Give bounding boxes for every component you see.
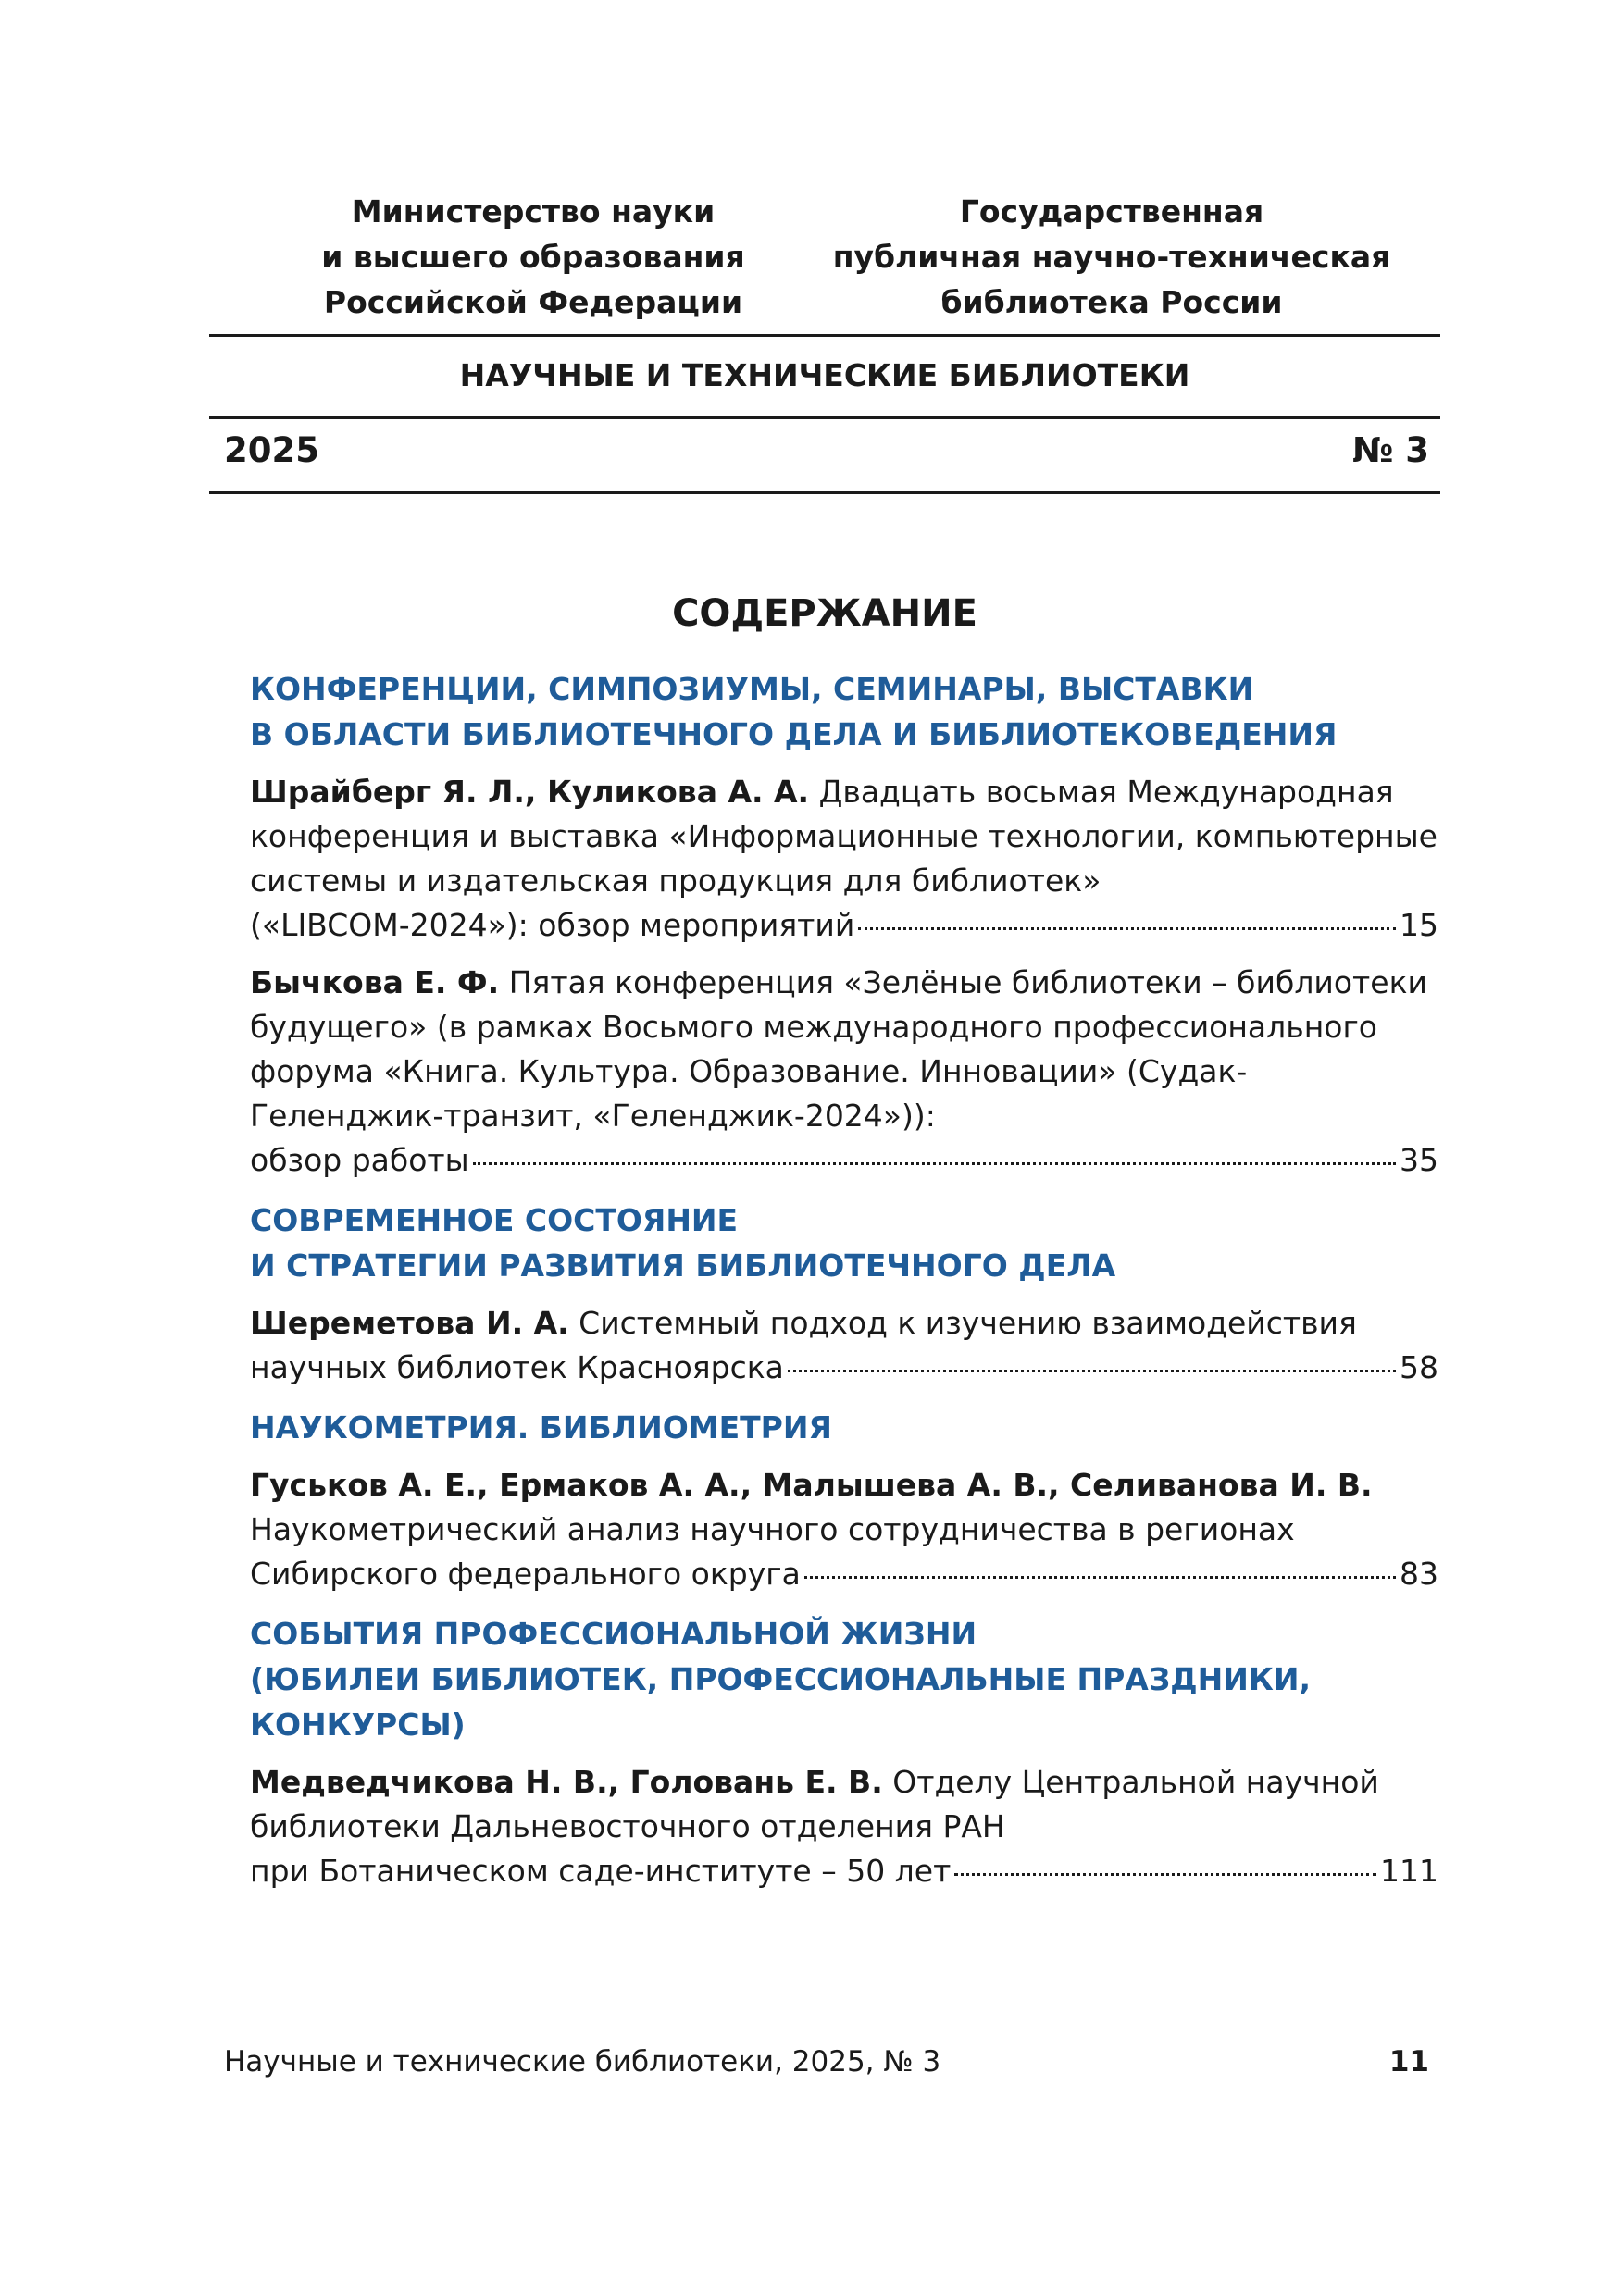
entry-authors: Гуськов А. Е., Ермаков А. А., Малышева А. В., Селиванова И. В. xyxy=(250,1467,1373,1503)
section-heading: НАУКОМЕТРИЯ. БИБЛИОМЕТРИЯ xyxy=(250,1409,832,1446)
issue-number: № 3 xyxy=(1351,430,1429,470)
toc-entry[interactable] xyxy=(250,961,1438,1183)
footer-journal-citation: Научные и технические библиотеки, 2025, № 3 xyxy=(224,2045,941,2079)
dot-leader xyxy=(804,1576,1396,1579)
entry-page: 83 xyxy=(1400,1556,1438,1592)
dot-leader xyxy=(954,1873,1376,1876)
section-heading: СОБЫТИЯ ПРОФЕССИОНАЛЬНОЙ ЖИЗНИ (ЮБИЛЕИ БИБЛИОТЕК, ПРОФЕССИОНАЛЬНЫЕ ПРАЗДНИКИ, КОНКУРСЫ) xyxy=(250,1616,1312,1743)
entry-title-end: научных библиотек Красноярска xyxy=(250,1349,784,1385)
entry-title: Отделу Центральной научной библиотеки Дальневосточного отделения РАН xyxy=(250,1764,1379,1844)
entry-authors: Бычкова Е. Ф. xyxy=(250,964,500,1000)
entry-title-end: при Ботаническом саде-институте – 50 лет xyxy=(250,1853,952,1889)
toc-section xyxy=(250,1405,1438,1596)
table-of-contents xyxy=(250,666,1438,1908)
entry-body xyxy=(250,1760,1438,1849)
entry-page: 35 xyxy=(1400,1142,1438,1178)
toc-entry[interactable] xyxy=(250,1463,1438,1596)
issue-row xyxy=(224,430,1429,477)
entry-leader-line xyxy=(250,1849,1438,1893)
dot-leader xyxy=(473,1162,1396,1165)
entry-page: 15 xyxy=(1400,907,1438,943)
issue-year: 2025 xyxy=(224,430,319,470)
toc-title: СОДЕРЖАНИЕ xyxy=(672,592,977,635)
entry-title: Наукометрический анализ научного сотрудничества в регионах xyxy=(250,1511,1295,1547)
toc-entry[interactable] xyxy=(250,770,1438,948)
entry-title-end: обзор работы xyxy=(250,1142,469,1178)
entry-leader-line xyxy=(250,1552,1438,1596)
entry-title-end: («LIBCOM-2024»): обзор мероприятий xyxy=(250,907,855,943)
toc-section xyxy=(250,1198,1438,1390)
section-heading: КОНФЕРЕНЦИИ, СИМПОЗИУМЫ, СЕМИНАРЫ, ВЫСТАВКИ В ОБЛАСТИ БИБЛИОТЕЧНОГО ДЕЛА И БИБЛИОТЕКОВЕДЕНИЯ xyxy=(250,671,1338,752)
page-number: 11 xyxy=(1388,2045,1429,2079)
journal-name: НАУЧНЫЕ И ТЕХНИЧЕСКИЕ БИБЛИОТЕКИ xyxy=(459,357,1190,393)
entry-page: 111 xyxy=(1380,1853,1438,1889)
toc-entry[interactable] xyxy=(250,1760,1438,1893)
entry-authors: Шереметова И. А. xyxy=(250,1305,569,1341)
masthead xyxy=(209,189,1440,328)
entry-body xyxy=(250,961,1438,1138)
entry-leader-line xyxy=(250,1346,1438,1390)
entry-body xyxy=(250,770,1438,903)
entry-title: Двадцать восьмая Международная конференция и выставка «Информационные технологии, компьютерные системы и издательская продукция для библиотек» xyxy=(250,774,1438,899)
entry-title: Пятая конференция «Зелёные библиотеки – библиотеки будущего» (в рамках Восьмого международного профессионального форума «Книга. Культура. Образование. Инновации» (Судак-Геленджик-транзит, «Геленджик-2024»)): xyxy=(250,964,1427,1134)
top-rule xyxy=(209,334,1440,337)
dot-leader xyxy=(858,927,1396,930)
toc-entry[interactable] xyxy=(250,1301,1438,1390)
entry-body xyxy=(250,1301,1438,1346)
entry-title-end: Сибирского федерального округа xyxy=(250,1556,801,1592)
entry-leader-line xyxy=(250,903,1438,948)
middle-rule xyxy=(209,416,1440,419)
library-name: Государственная публичная научно-техническая библиотека России xyxy=(832,193,1391,320)
entry-authors: Медведчикова Н. В., Головань Е. В. xyxy=(250,1764,883,1800)
entry-body xyxy=(250,1463,1438,1552)
entry-title: Системный подход к изучению взаимодействия xyxy=(568,1305,1357,1341)
toc-section xyxy=(250,666,1438,1183)
bottom-rule xyxy=(209,491,1440,494)
dot-leader xyxy=(788,1370,1396,1372)
entry-page: 58 xyxy=(1400,1349,1438,1385)
toc-section xyxy=(250,1611,1438,1893)
ministry-name: Министерство науки и высшего образования Российской Федерации xyxy=(321,193,745,320)
section-heading: СОВРЕМЕННОЕ СОСТОЯНИЕ И СТРАТЕГИИ РАЗВИТИЯ БИБЛИОТЕЧНОГО ДЕЛА xyxy=(250,1202,1116,1284)
entry-authors: Шрайберг Я. Л., Куликова А. А. xyxy=(250,774,810,810)
entry-leader-line xyxy=(250,1138,1438,1183)
